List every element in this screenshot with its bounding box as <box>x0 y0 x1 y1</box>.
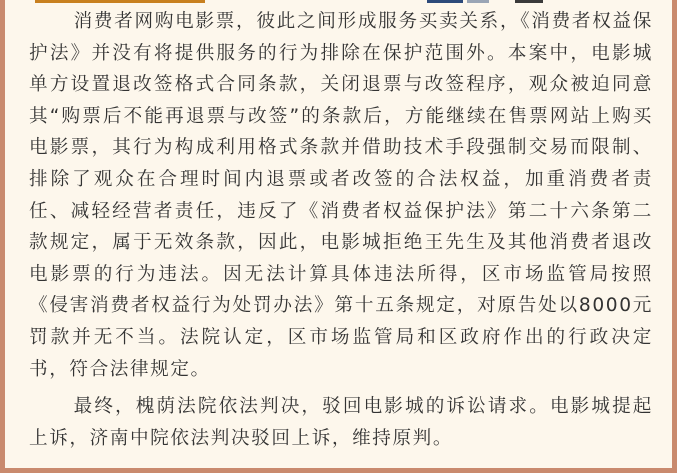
article-paragraph-1: 消费者网购电影票，彼此之间形成服务买卖关系，《消费者权益保护法》并没有将提供服务的行为排除在保护范围外。本案中，电影城单方设置退改签格式合同条款，关闭退票与改签程序，观众被迫同意其“购票后不能再退票与改签”的条款后，方能继续在售票网站上购买电影票，其行为构成利用格式条款并借助技术手段强制交易而限制、排除了观众在合理时间内退票或者改签的合法权益，加重消费者责任、减轻经营者责任，违反了《消费者权益保护法》第二十六条第二款规定，属于无效条款，因此，电影城拒绝王先生及其他消费者退改电影票的行为违法。因无法计算具体违法所得，区市场监管局按照《侵害消费者权益行为处罚办法》第十五条规定，对原告处以8000元罚款并无不当。法院认定，区市场监管局和区政府作出的行政决定书，符合法律规定。 <box>29 11 653 380</box>
article-paragraph-2: 最终，槐荫法院依法判决，驳回电影城的诉讼请求。电影城提起上诉，济南中院依法判决驳回上诉，维持原判。 <box>29 396 653 449</box>
header-image-fragment <box>427 0 463 3</box>
header-accent-bar <box>35 0 205 3</box>
header-image-fragment-3 <box>515 0 543 3</box>
article-body <box>29 6 653 454</box>
header-image-fragment-2 <box>467 0 489 3</box>
